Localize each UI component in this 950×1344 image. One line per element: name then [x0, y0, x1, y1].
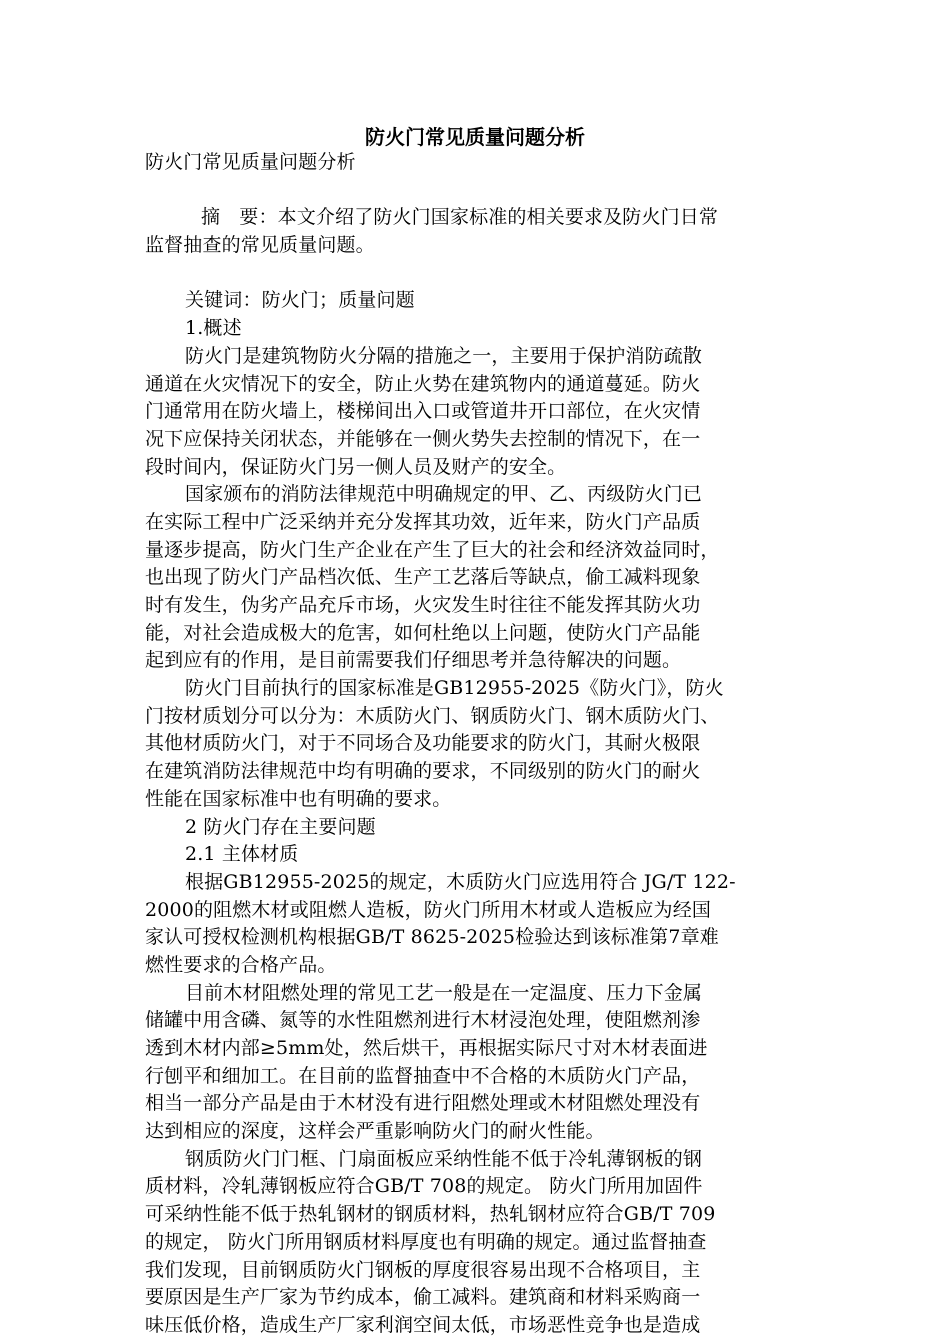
paragraph-line: 时有发生，伪劣产品充斥市场，火灾发生时往往不能发挥其防火功 [145, 594, 701, 616]
paragraph-line: 况下应保持关闭状态，并能够在一侧火势失去控制的情况下，在一 [145, 427, 701, 450]
paragraph-line: 性能在国家标准中也有明确的要求。 [145, 787, 452, 810]
keywords: 关键词：防火门；质量问题 [185, 289, 415, 312]
paragraph-line: 量逐步提高，防火门生产企业在产生了巨大的社会和经济效益同时， [145, 538, 720, 561]
paragraph-line: 门按材质划分可以分为：木质防火门、钢质防火门、钢木质防火门、 [145, 704, 720, 727]
paragraph-line: 能，对社会造成极大的危害，如何杜绝以上问题，使防火门产品能 [145, 621, 701, 644]
paragraph-line: 防火门是建筑物防火分隔的措施之一，主要用于保护消防疏散 [185, 344, 703, 367]
paragraph-line: 通道在火灾情况下的安全，防止火势在建筑物内的通道蔓延。防火 [145, 372, 701, 395]
abstract-line: 摘 要：本文介绍了防火门国家标准的相关要求及防火门日常 [201, 206, 719, 229]
paragraph-line: 起到应有的作用，是目前需要我们仔细思考并急待解决的问题。 [145, 649, 682, 672]
paragraph-line: 根据GB12955-2025的规定，木质防火门应选用符合 JG/T 122- [185, 870, 736, 893]
section-heading-overview: 1.概述 [185, 317, 242, 340]
paragraph-line: 国家颁布的消防法律规范中明确规定的甲、乙、丙级防火门已 [185, 483, 703, 506]
paragraph-line: 目前木材阻燃处理的常见工艺一般是在一定温度、压力下金属 [185, 981, 703, 1004]
paragraph-line: 防火门目前执行的国家标准是GB12955-2025《防火门》，防火 [185, 677, 724, 700]
paragraph-line: 味压低价格，造成生产厂家利润空间太低，市场恶性竞争也是造成 [145, 1313, 701, 1336]
paragraph-line: 家认可授权检测机构根据GB/T 8625-2025检验达到该标准第7章难 [145, 926, 719, 949]
paragraph-line: 段时间内，保证防火门另一侧人员及财产的安全。 [145, 455, 567, 478]
paragraph-line: 相当一部分产品是由于木材没有进行阻燃处理或木材阻燃处理没有 [145, 1092, 701, 1115]
paragraph-line: 我们发现，目前钢质防火门钢板的厚度很容易出现不合格项目，主 [145, 1258, 701, 1281]
paragraph-line: 行刨平和细加工。在目前的监督抽查中不合格的木质防火门产品， [145, 1064, 701, 1087]
paragraph-line: 钢质防火门门框、门扇面板应采纳性能不低于冷轧薄钢板的钢 [185, 1147, 703, 1170]
paragraph-line: 门通常用在防火墙上，楼梯间出入口或管道井开口部位，在火灾情 [145, 400, 701, 423]
document-subtitle: 防火门常见质量问题分析 [145, 151, 356, 173]
paragraph-line: 在实际工程中广泛采纳并充分发挥其功效，近年来，防火门产品质 [145, 510, 701, 533]
paragraph-line: 可采纳性能不低于热轧钢材的钢质材料，热轧钢材应符合GB/T 709 [145, 1203, 716, 1226]
paragraph-line: 也出现了防火门产品档次低、生产工艺落后等缺点，偷工减料现象 [145, 566, 701, 589]
paragraph-line: 燃性要求的合格产品。 [145, 953, 337, 976]
paragraph-line: 要原因是生产厂家为节约成本，偷工减料。建筑商和材料采购商一 [145, 1286, 701, 1309]
blank-line [145, 177, 815, 205]
paragraph-line: 达到相应的深度，这样会严重影响防火门的耐火性能。 [145, 1120, 605, 1143]
paragraph-line: 的规定， 防火门所用钢质材料厚度也有明确的规定。通过监督抽查 [145, 1230, 707, 1253]
document-title: 防火门常见质量问题分析 [365, 125, 585, 149]
section-heading-material: 2.1 主体材质 [185, 843, 299, 866]
paragraph-line: 其他材质防火门，对于不同场合及功能要求的防火门，其耐火极限 [145, 732, 701, 755]
paragraph-line: 储罐中用含磷、氮等的水性阻燃剂进行木材浸泡处理，使阻燃剂渗 [145, 1009, 701, 1032]
section-heading-problems: 2 防火门存在主要问题 [185, 815, 376, 838]
blank-line [145, 260, 815, 288]
paragraph-line: 质材料，冷轧薄钢板应符合GB/T 708的规定。 防火门所用加固件 [145, 1175, 703, 1198]
paragraph-line: 在建筑消防法律规范中均有明确的要求，不同级别的防火门的耐火 [145, 760, 701, 783]
paragraph-line: 2000的阻燃木材或阻燃人造板，防火门所用木材或人造板应为经国 [145, 898, 712, 921]
paragraph-line: 透到木材内部≥5mm处，然后烘干，再根据实际尺寸对木材表面进 [145, 1037, 708, 1059]
document-body [145, 149, 815, 1340]
abstract-line: 监督抽查的常见质量问题。 [145, 234, 375, 257]
